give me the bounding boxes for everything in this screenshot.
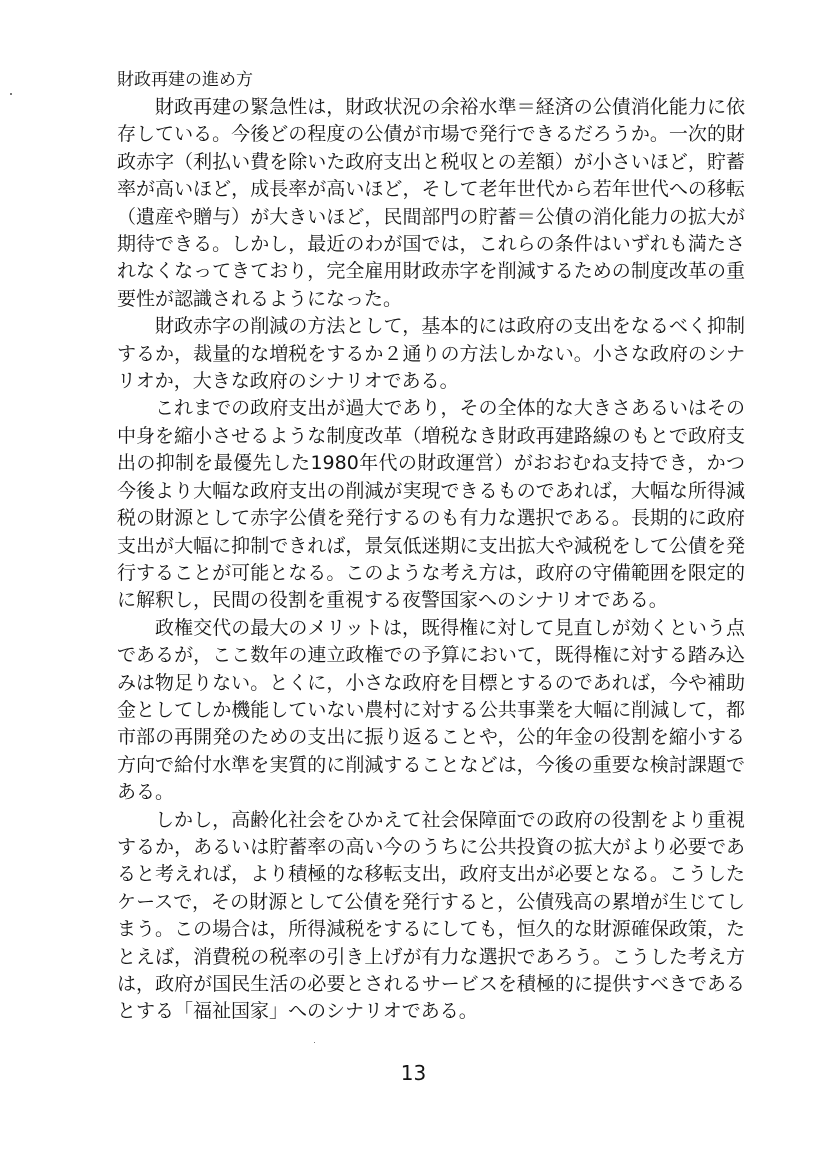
paragraph-4: 政権交代の最大のメリットは，既得権に対して見直しが効くという点であるが，ここ数年の連立政権での予算において，既得権に対する踏み込みは物足りない。とくに，小さな政府を目標とするのであれば，今や補助金としてしか機能していない農村に対する公共事業を大幅に削減して，都市部の再開発のための支出に振り返ることや，公的年金の役割を縮小する方向で給付水準を実質的に削減することなどは，今後の重要な検討課題である。 [117, 616, 745, 804]
paragraph-5: しかし，高齢化社会をひかえて社会保障面での政府の役割をより重視するか，あるいは貯蓄率の高い今のうちに公共投資の拡大がより必要であると考えれば，より積極的な移転支出，政府支出が必要となる。こうしたケースで，その財源として公債を発行すると，公債残高の累増が生じてしまう。この場合は，所得減税をするにしても，恒久的な財源確保政策，たとえば，消費税の税率の引き上げが有力な選択であろう。こうした考え方は，政府が国民生活の必要とされるサービスを積極的に提供すべきであるとする「福祉国家」へのシナリオである。 [117, 808, 745, 1023]
section-heading: 財政再建の進め方 [117, 70, 253, 90]
paragraph-3: これまでの政府支出が過大であり，その全体的な大きさあるいはその中身を縮小させるような制度改革（増税なき財政再建路線のもとで政府支出の抑制を最優先した1980年代の財政運営）がおおむね支持でき，かつ今後より大幅な政府支出の削減が実現できるものであれば，大幅な所得減税の財源として赤字公債を発行するのも有力な選択である。長期的に政府支出が大幅に抑制できれば，景気低迷期に支出拡大や減税をして公債を発行することが可能となる。このような考え方は，政府の守備範囲を限定的に解釈し，民間の役割を重視する夜警国家へのシナリオである。 [117, 397, 745, 612]
paragraph-2: 財政赤字の削減の方法として，基本的には政府の支出をなるべく抑制するか，裁量的な増税をするか２通りの方法しかない。小さな政府のシナリオか，大きな政府のシナリオである。 [117, 315, 745, 393]
page-number: 13 [400, 1061, 427, 1085]
body-text [117, 94, 745, 1026]
paragraph-1: 財政再建の緊急性は，財政状況の余裕水準＝経済の公債消化能力に依存している。今後どの程度の公債が市場で発行できるだろうか。一次的財政赤字（利払い費を除いた政府支出と税収との差額）が小さいほど，貯蓄率が高いほど，成長率が高いほど，そして老年世代から若年世代への移転（遺産や贈与）が大きいほど，民間部門の貯蓄＝公債の消化能力の拡大が期待できる。しかし，最近のわが国では，これらの条件はいずれも満たされなくなってきており，完全雇用財政赤字を削減するための制度改革の重要性が認識されるようになった。 [117, 96, 745, 310]
scan-speck [314, 1042, 315, 1043]
scan-speck [10, 93, 12, 95]
